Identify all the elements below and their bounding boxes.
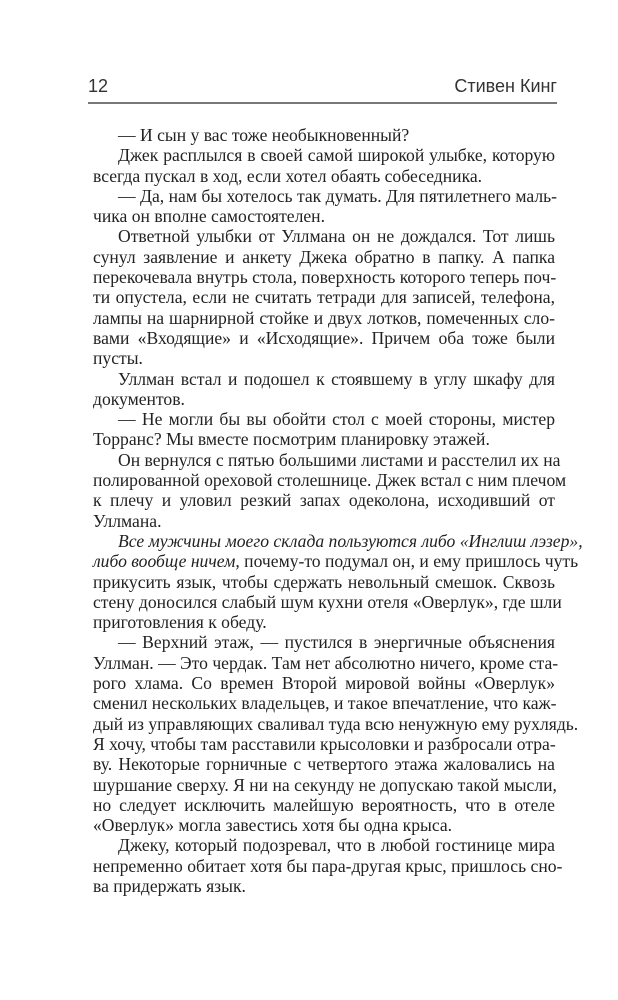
text-run: дый из управляющих сваливал туда всю ненужную ему рухлядь. xyxy=(93,713,579,734)
text-line xyxy=(93,389,555,409)
text-run: шуршание сверху. Я ни на секунду не допускаю такой мысли, xyxy=(93,774,557,795)
italic-text: Все мужчины моего склада пользуются либо «Инглиш лэзер», xyxy=(118,530,583,551)
text-run: — И сын у вас тоже необыкновенный? xyxy=(118,125,410,145)
text-run: непременно обитает хотя бы пара-другая крыс, пришлось сно- xyxy=(93,855,563,876)
text-line xyxy=(93,348,555,368)
text-run: приготовления к обеду. xyxy=(93,612,267,633)
text-line xyxy=(93,409,555,429)
text-line xyxy=(93,267,555,287)
text-run: документов. xyxy=(93,388,185,409)
text-line xyxy=(93,247,555,267)
text-line xyxy=(93,530,583,551)
text-line xyxy=(93,449,561,470)
text-line xyxy=(93,511,555,531)
text-line xyxy=(93,693,555,713)
text-line xyxy=(93,591,562,612)
text-line xyxy=(93,652,559,673)
text-line xyxy=(93,226,555,246)
text-line xyxy=(93,369,555,389)
text-run: к плечу и уловил резкий запах одеколона, исходивший от xyxy=(93,490,555,511)
text-line xyxy=(93,673,555,693)
text-run: ва придержать язык. xyxy=(93,875,246,896)
text-line xyxy=(93,795,555,815)
text-run: «Оверлук» могла завестись хотя бы одна крыса. xyxy=(93,815,453,836)
text-line xyxy=(93,287,555,307)
text-line xyxy=(93,206,555,226)
text-run: чика он вполне самостоятелен. xyxy=(93,206,325,227)
text-line xyxy=(93,429,555,449)
text-line xyxy=(93,572,555,592)
text-run: Уллман встал и подошел к стоявшему в углу шкафу для xyxy=(118,368,555,389)
text-run: Джеку, который подозревал, что в любой гостинице мира xyxy=(118,835,555,856)
text-line xyxy=(93,815,555,835)
text-run: Торранс? Мы вместе посмотрим планировку этажей. xyxy=(93,429,490,450)
text-line xyxy=(93,612,555,632)
page-body-text xyxy=(93,125,583,896)
text-run: почему-то подумал он, и ему пришлось чуть xyxy=(239,551,579,572)
text-line xyxy=(93,775,555,795)
text-run: Уллман. — Это чердак. Там нет абсолютно ничего, кроме ста- xyxy=(93,652,559,673)
text-run: — Не могли бы вы обойти стол с моей стороны, мистер xyxy=(118,409,555,430)
page-number: 12 xyxy=(88,76,109,96)
text-run: Он вернулся с пятью большими листами и расстелил их на xyxy=(118,449,561,470)
text-line xyxy=(93,470,567,491)
text-line xyxy=(93,734,555,754)
text-run: всегда пускал в ход, если хотел обаять собеседника. xyxy=(93,165,483,186)
text-line xyxy=(93,185,558,206)
running-header xyxy=(88,74,557,102)
header-rule xyxy=(88,102,557,104)
text-run: полированной ореховой столешнице. Джек встал с ним плечом xyxy=(93,470,567,491)
text-run: Уллмана. xyxy=(93,510,162,531)
text-run: Ответной улыбки от Уллмана он не дождался. Тот лишь xyxy=(118,226,555,247)
text-line xyxy=(93,125,555,145)
text-line xyxy=(93,855,563,876)
text-line xyxy=(93,328,555,348)
text-run: пусты. xyxy=(93,348,143,369)
text-run: ти опустела, если не считать тетради для записей, телефона, xyxy=(93,287,555,308)
text-run: ву. Некоторые горничные с четвертого этажа жаловались на xyxy=(93,754,555,775)
text-run: лампы на шарнирной стойке и двух лотков, помеченных сло- xyxy=(93,307,555,328)
text-line xyxy=(93,754,555,774)
text-run: Я хочу, чтобы там расставили крысоловки и разбросали отра- xyxy=(93,733,556,754)
text-line xyxy=(93,713,579,734)
text-run: сменил нескольких владельцев, и такое впечатление, что каж- xyxy=(93,693,557,714)
text-line xyxy=(93,551,579,572)
text-line xyxy=(93,145,555,165)
text-run: рого хлама. Со времен Второй мировой войны «Оверлук» xyxy=(93,673,555,694)
text-run: сунул заявление и анкету Джека обратно в папку. А папка xyxy=(93,246,555,267)
text-run: — Верхний этаж, — пустился в энергичные объяснения xyxy=(118,632,555,653)
text-run: прикусить язык, чтобы сдержать невольный смешок. Сквозь xyxy=(93,571,555,592)
text-run: — Да, нам бы хотелось так думать. Для пятилетнего маль- xyxy=(118,185,558,206)
text-run: Джек расплылся в своей самой широкой улыбке, которую xyxy=(118,145,555,166)
text-line xyxy=(93,490,555,510)
text-line xyxy=(93,835,555,855)
text-run: вами «Входящие» и «Исходящие». Причем оба тоже были xyxy=(93,327,555,348)
text-run: перекочевала внутрь стола, поверхность которого теперь поч- xyxy=(93,267,557,288)
text-run: но следует исключить малейшую вероятность, что в отеле xyxy=(93,794,555,815)
text-line xyxy=(93,166,555,186)
text-line xyxy=(93,876,555,896)
italic-text: либо вообще ничем, xyxy=(93,551,240,572)
running-header-author: Стивен Кинг xyxy=(454,76,557,96)
text-run: стену доносился слабый шум кухни отеля «Оверлук», где шли xyxy=(93,591,562,612)
text-line xyxy=(93,632,555,652)
text-line xyxy=(93,308,555,328)
